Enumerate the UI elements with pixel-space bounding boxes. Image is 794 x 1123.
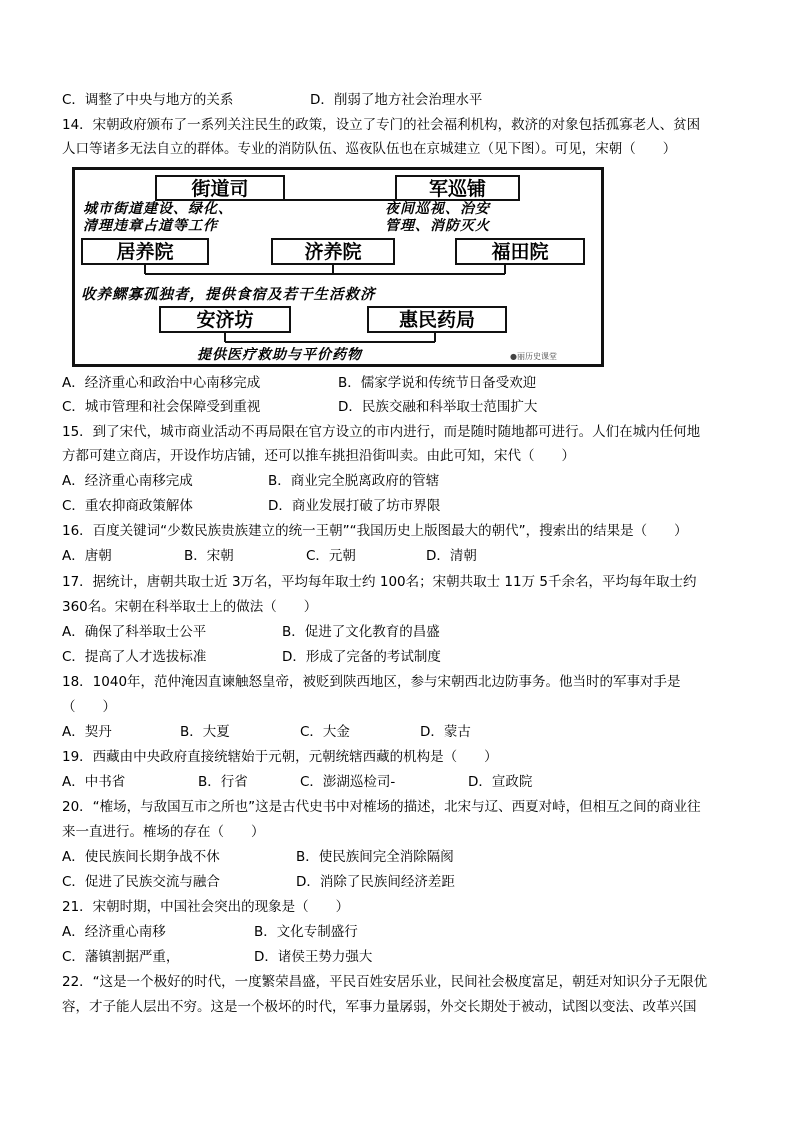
q19-option-c: C．澎湖巡检司-	[300, 774, 396, 790]
box-anjifang: 安济坊	[159, 306, 291, 333]
q17-options-ab	[62, 623, 752, 641]
q17-stem-line1: 17．据统计，唐朝共取士近 3万名，平均每年取士约 100名；宋朝共取士 11万 5千余名，平均每年取士约	[62, 574, 697, 590]
q15-stem-line2: 方都可建立商店，开设作坊店铺，还可以推车挑担沿街叫卖。由此可知，宋代（ ）	[62, 448, 575, 464]
q14-stem-line1: 14．宋朝政府颁布了一系列关注民生的政策，设立了专门的社会福利机构，救济的对象包括孤寡老人、贫困	[62, 117, 701, 133]
q15-option-d: D．商业发展打破了坊市界限	[268, 498, 441, 514]
q15-option-b: B．商业完全脱离政府的管辖	[268, 473, 440, 489]
q18-stem-line2: （ ）	[62, 699, 116, 715]
box-huiminyaoju: 惠民药局	[367, 306, 507, 333]
q19-options	[62, 773, 752, 791]
q19-option-b: B．行省	[198, 774, 248, 790]
q17-option-a: A．确保了科举取士公平	[62, 624, 207, 640]
welfare-institutions-figure	[72, 167, 604, 367]
q15-options-ab	[62, 472, 752, 490]
q17-option-b: B．促进了文化教育的昌盛	[282, 624, 440, 640]
q16-option-c: C．元朝	[306, 548, 356, 564]
q22-stem-line1: 22．“这是一个极好的时代，一度繁荣昌盛，平民百姓安居乐业，民间社会极度富足，朝廷对知识分子无限优	[62, 974, 708, 990]
q18-option-b: B．大夏	[180, 724, 230, 740]
jiedaosi-desc-line2: 清理违章占道等工作	[83, 218, 218, 234]
q14-option-c: C．城市管理和社会保障受到重视	[62, 399, 261, 415]
q18-options	[62, 723, 752, 741]
q18-option-d: D．蒙古	[420, 724, 471, 740]
q14-option-a: A．经济重心和政治中心南移完成	[62, 375, 261, 391]
q14-option-d: D．民族交融和科举取士范围扩大	[338, 399, 538, 415]
q21-option-d: D．诸侯王势力强大	[254, 949, 373, 965]
q13-options-cd	[62, 91, 752, 109]
q16-stem-line1: 16．百度关键词“少数民族贵族建立的统一王朝”“我国历史上版图最大的朝代”，搜索出的结果是（ ）	[62, 523, 688, 539]
q14-options-cd	[62, 398, 752, 416]
q15-option-a: A．经济重心南移完成	[62, 473, 193, 489]
q20-option-b: B．使民族间完全消除隔阂	[296, 849, 454, 865]
q19-option-d: D．宣政院	[468, 774, 533, 790]
figure-watermark: ●丽历史课堂	[510, 352, 557, 361]
q21-stem-line1: 21．宋朝时期，中国社会突出的现象是（ ）	[62, 899, 350, 915]
q20-stem-line1: 20．“榷场，与敌国互市之所也”这是古代史书中对榷场的描述，北宋与辽、西夏对峙，但相互之间的商业往	[62, 799, 701, 815]
q16-option-d: D．清朝	[426, 548, 477, 564]
q17-option-c: C．提高了人才选拔标准	[62, 649, 207, 665]
box-jiedaosi: 街道司	[155, 175, 285, 201]
q20-stem-line2: 来一直进行。榷场的存在（ ）	[62, 824, 265, 840]
q17-stem-line2: 360名。宋朝在科举取士上的做法（ ）	[62, 599, 318, 615]
q20-options-ab	[62, 848, 752, 866]
q21-options-ab	[62, 923, 752, 941]
q18-option-a: A．契丹	[62, 724, 112, 740]
q19-stem-line1: 19．西藏由中央政府直接统辖始于元朝，元朝统辖西藏的机构是（ ）	[62, 749, 498, 765]
q17-option-d: D．形成了完备的考试制度	[282, 649, 441, 665]
junxunpu-desc-line1: 夜间巡视、治安	[385, 201, 490, 217]
q17-options-cd	[62, 648, 752, 666]
q22-stem-line2: 容，才子能人层出不穷。这是一个极坏的时代，军事力量孱弱，外交长期处于被动，试图以变法、改革兴国	[62, 999, 697, 1015]
q21-options-cd	[62, 948, 752, 966]
middle-desc: 收养鳏寡孤独者，提供食宿及若干生活救济	[81, 286, 376, 303]
q20-options-cd	[62, 873, 752, 891]
q18-option-c: C．大金	[300, 724, 350, 740]
q19-option-a: A．中书省	[62, 774, 126, 790]
bottom-desc: 提供医疗救助与平价药物	[197, 347, 362, 363]
box-junxunpu: 军巡铺	[395, 175, 520, 201]
q14-option-b: B．儒家学说和传统节日备受欢迎	[338, 375, 537, 391]
box-futianyuan: 福田院	[455, 238, 585, 265]
q16-option-b: B．宋朝	[184, 548, 234, 564]
q15-stem-line1: 15．到了宋代，城市商业活动不再局限在官方设立的市内进行，而是随时随地都可进行。人们在城内任何地	[62, 424, 701, 440]
jiedaosi-desc-line1: 城市街道建设、绿化、	[83, 201, 233, 217]
q13-option-c: C．调整了中央与地方的关系	[62, 92, 234, 108]
q18-stem-line1: 18．1040年，范仲淹因直谏触怒皇帝，被贬到陕西地区，参与宋朝西北边防事务。他当时的军事对手是	[62, 674, 681, 690]
q14-options-ab	[62, 374, 752, 392]
q21-option-b: B．文化专制盛行	[254, 924, 358, 940]
junxunpu-desc-line2: 管理、消防灭火	[385, 218, 490, 234]
q15-option-c: C．重农抑商政策解体	[62, 498, 193, 514]
q20-option-a: A．使民族间长期争战不休	[62, 849, 220, 865]
box-juyangyuan: 居养院	[81, 238, 209, 265]
q14-stem-line2: 人口等诸多无法自立的群体。专业的消防队伍、巡夜队伍也在京城建立（见下图）。可见，宋朝（ ）	[62, 141, 677, 157]
q16-option-a: A．唐朝	[62, 548, 112, 564]
q20-option-c: C．促进了民族交流与融合	[62, 874, 220, 890]
box-jiyangyuan: 济养院	[271, 238, 395, 265]
q20-option-d: D．消除了民族间经济差距	[296, 874, 455, 890]
q16-options	[62, 547, 752, 565]
q15-options-cd	[62, 497, 752, 515]
q21-option-a: A．经济重心南移	[62, 924, 166, 940]
q21-option-c: C．藩镇割据严重，	[62, 949, 180, 965]
q13-option-d: D．削弱了地方社会治理水平	[310, 92, 483, 108]
